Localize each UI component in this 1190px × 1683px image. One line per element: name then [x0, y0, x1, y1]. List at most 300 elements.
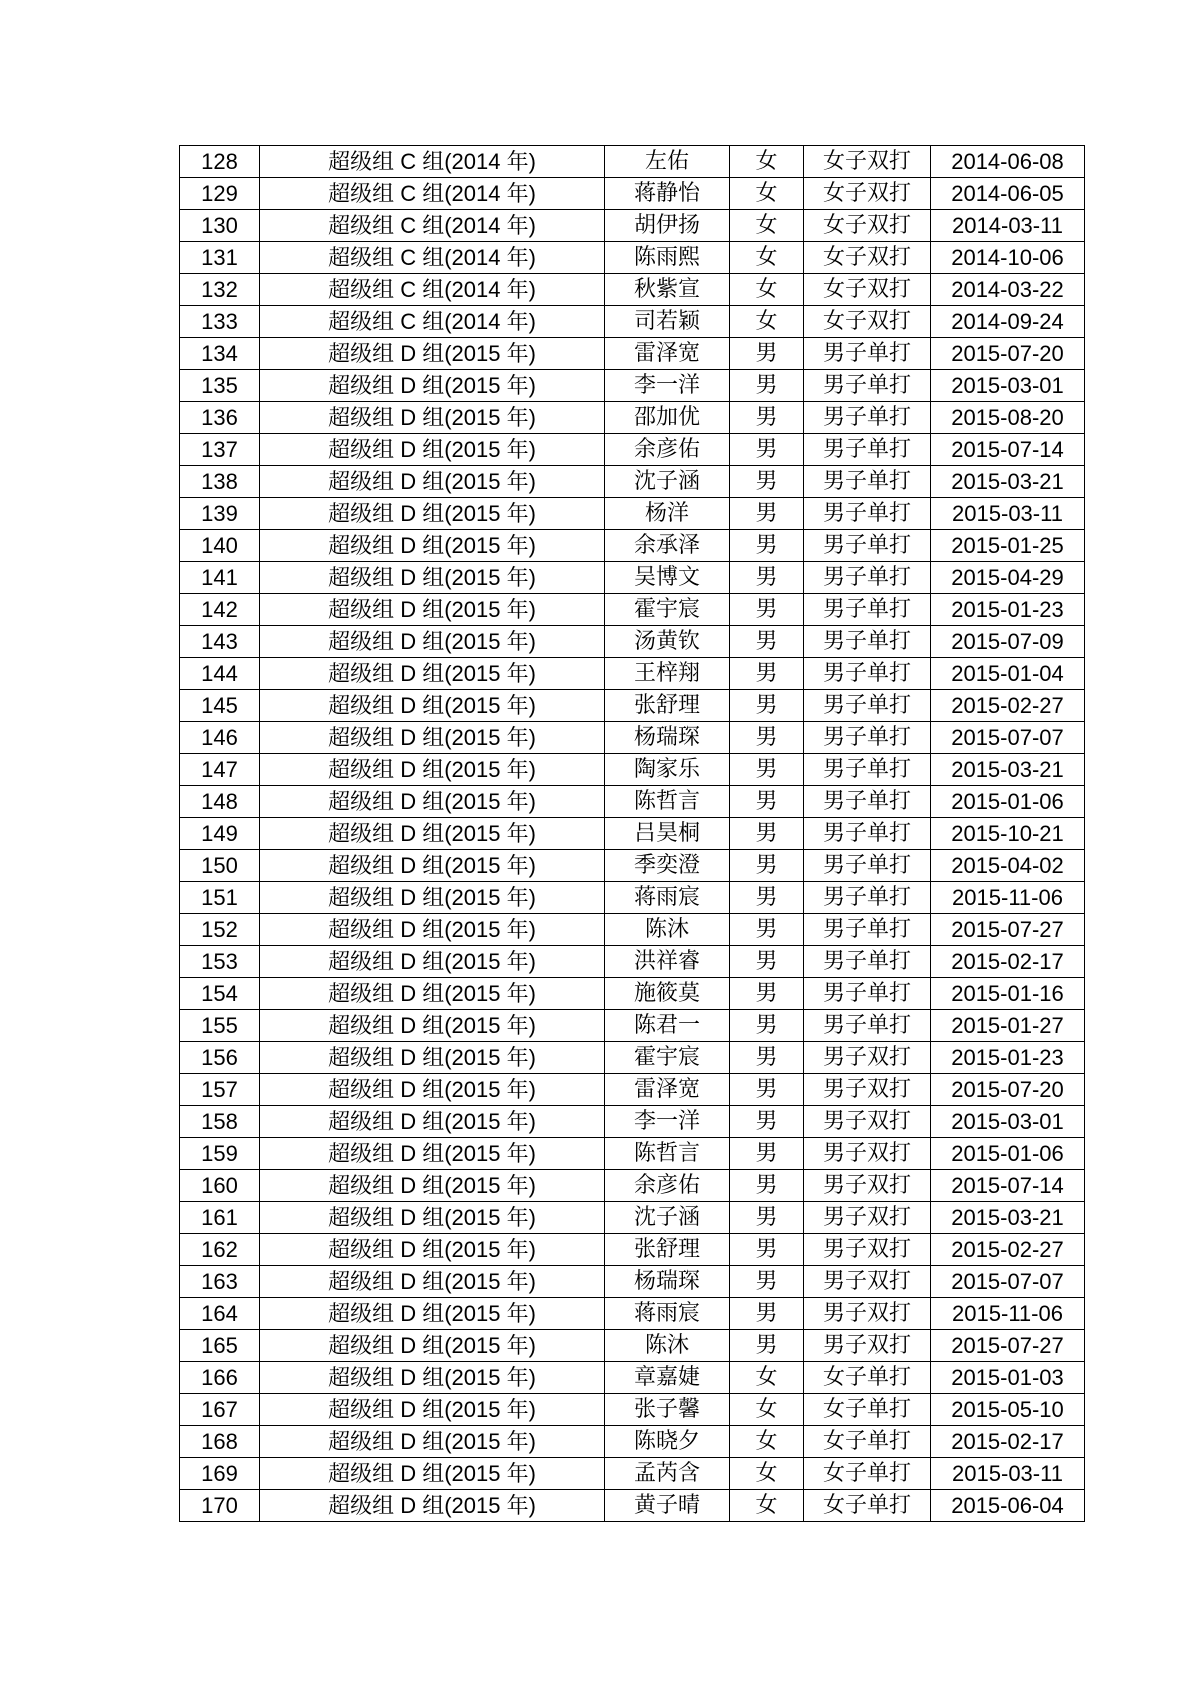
event-cell: 男子双打 [804, 1298, 931, 1330]
group-cell: 超级组 D 组(2015 年) [260, 786, 605, 818]
event-cell: 女子双打 [804, 306, 931, 338]
player-name-cell: 洪祥睿 [605, 946, 730, 978]
birth-date-cell: 2015-01-23 [931, 594, 1085, 626]
gender-cell: 男 [730, 1106, 804, 1138]
gender-cell: 男 [730, 1234, 804, 1266]
row-number-cell: 142 [180, 594, 260, 626]
row-number-cell: 167 [180, 1394, 260, 1426]
group-cell: 超级组 D 组(2015 年) [260, 914, 605, 946]
table-row [180, 178, 1085, 210]
event-cell: 男子单打 [804, 882, 931, 914]
table-row [180, 786, 1085, 818]
row-number-cell: 143 [180, 626, 260, 658]
table-row [180, 498, 1085, 530]
birth-date-cell: 2015-01-06 [931, 1138, 1085, 1170]
player-name-cell: 施筱莫 [605, 978, 730, 1010]
birth-date-cell: 2015-11-06 [931, 1298, 1085, 1330]
group-cell: 超级组 D 组(2015 年) [260, 1458, 605, 1490]
table-row [180, 466, 1085, 498]
group-cell: 超级组 C 组(2014 年) [260, 274, 605, 306]
group-cell: 超级组 D 组(2015 年) [260, 1362, 605, 1394]
birth-date-cell: 2014-10-06 [931, 242, 1085, 274]
event-cell: 女子双打 [804, 242, 931, 274]
event-cell: 男子双打 [804, 1330, 931, 1362]
gender-cell: 男 [730, 466, 804, 498]
player-name-cell: 陈晓夕 [605, 1426, 730, 1458]
birth-date-cell: 2015-01-03 [931, 1362, 1085, 1394]
row-number-cell: 150 [180, 850, 260, 882]
table-row [180, 1330, 1085, 1362]
gender-cell: 男 [730, 498, 804, 530]
event-cell: 男子单打 [804, 530, 931, 562]
event-cell: 男子单打 [804, 402, 931, 434]
birth-date-cell: 2014-06-05 [931, 178, 1085, 210]
birth-date-cell: 2014-09-24 [931, 306, 1085, 338]
row-number-cell: 141 [180, 562, 260, 594]
player-name-cell: 杨瑞琛 [605, 1266, 730, 1298]
event-cell: 男子双打 [804, 1074, 931, 1106]
table-row [180, 754, 1085, 786]
table-row [180, 594, 1085, 626]
player-name-cell: 胡伊扬 [605, 210, 730, 242]
birth-date-cell: 2015-01-04 [931, 658, 1085, 690]
event-cell: 男子双打 [804, 1266, 931, 1298]
row-number-cell: 140 [180, 530, 260, 562]
gender-cell: 女 [730, 1458, 804, 1490]
event-cell: 男子单打 [804, 690, 931, 722]
group-cell: 超级组 D 组(2015 年) [260, 530, 605, 562]
group-cell: 超级组 D 组(2015 年) [260, 498, 605, 530]
group-cell: 超级组 D 组(2015 年) [260, 562, 605, 594]
table-row [180, 338, 1085, 370]
group-cell: 超级组 C 组(2014 年) [260, 178, 605, 210]
player-name-cell: 雷泽宽 [605, 1074, 730, 1106]
birth-date-cell: 2015-11-06 [931, 882, 1085, 914]
group-cell: 超级组 D 组(2015 年) [260, 1426, 605, 1458]
table-row [180, 274, 1085, 306]
birth-date-cell: 2015-03-21 [931, 754, 1085, 786]
player-name-cell: 杨瑞琛 [605, 722, 730, 754]
group-cell: 超级组 C 组(2014 年) [260, 306, 605, 338]
event-cell: 男子单打 [804, 626, 931, 658]
player-name-cell: 秋紫宣 [605, 274, 730, 306]
table-row [180, 1074, 1085, 1106]
group-cell: 超级组 D 组(2015 年) [260, 594, 605, 626]
birth-date-cell: 2015-02-27 [931, 690, 1085, 722]
player-name-cell: 蒋雨宸 [605, 882, 730, 914]
table-row [180, 1490, 1085, 1522]
player-name-cell: 余彦佑 [605, 1170, 730, 1202]
table-row [180, 434, 1085, 466]
birth-date-cell: 2015-03-11 [931, 1458, 1085, 1490]
row-number-cell: 133 [180, 306, 260, 338]
row-number-cell: 157 [180, 1074, 260, 1106]
table-row [180, 850, 1085, 882]
gender-cell: 男 [730, 786, 804, 818]
table-row [180, 658, 1085, 690]
event-cell: 男子单打 [804, 658, 931, 690]
table-row [180, 914, 1085, 946]
player-name-cell: 黄子晴 [605, 1490, 730, 1522]
row-number-cell: 152 [180, 914, 260, 946]
event-cell: 男子单打 [804, 370, 931, 402]
gender-cell: 女 [730, 274, 804, 306]
group-cell: 超级组 D 组(2015 年) [260, 1074, 605, 1106]
birth-date-cell: 2015-07-27 [931, 914, 1085, 946]
gender-cell: 女 [730, 210, 804, 242]
player-name-cell: 陈君一 [605, 1010, 730, 1042]
table-row [180, 1394, 1085, 1426]
gender-cell: 男 [730, 562, 804, 594]
group-cell: 超级组 D 组(2015 年) [260, 690, 605, 722]
player-name-cell: 邵加优 [605, 402, 730, 434]
event-cell: 女子双打 [804, 274, 931, 306]
birth-date-cell: 2015-03-11 [931, 498, 1085, 530]
group-cell: 超级组 D 组(2015 年) [260, 466, 605, 498]
birth-date-cell: 2015-03-21 [931, 466, 1085, 498]
gender-cell: 女 [730, 1394, 804, 1426]
row-number-cell: 154 [180, 978, 260, 1010]
row-number-cell: 128 [180, 146, 260, 178]
birth-date-cell: 2015-01-27 [931, 1010, 1085, 1042]
gender-cell: 女 [730, 178, 804, 210]
table-row [180, 1170, 1085, 1202]
event-cell: 男子双打 [804, 1234, 931, 1266]
birth-date-cell: 2015-06-04 [931, 1490, 1085, 1522]
player-name-cell: 司若颖 [605, 306, 730, 338]
birth-date-cell: 2014-03-22 [931, 274, 1085, 306]
event-cell: 男子双打 [804, 1170, 931, 1202]
group-cell: 超级组 D 组(2015 年) [260, 818, 605, 850]
gender-cell: 男 [730, 882, 804, 914]
row-number-cell: 155 [180, 1010, 260, 1042]
birth-date-cell: 2014-03-11 [931, 210, 1085, 242]
player-name-cell: 王梓翔 [605, 658, 730, 690]
player-name-cell: 张子馨 [605, 1394, 730, 1426]
row-number-cell: 160 [180, 1170, 260, 1202]
row-number-cell: 130 [180, 210, 260, 242]
event-cell: 男子单打 [804, 498, 931, 530]
gender-cell: 男 [730, 1266, 804, 1298]
table-row [180, 306, 1085, 338]
player-name-cell: 杨洋 [605, 498, 730, 530]
birth-date-cell: 2015-03-01 [931, 1106, 1085, 1138]
row-number-cell: 161 [180, 1202, 260, 1234]
event-cell: 男子单打 [804, 754, 931, 786]
gender-cell: 男 [730, 658, 804, 690]
player-name-cell: 陈沐 [605, 914, 730, 946]
player-name-cell: 汤黄钦 [605, 626, 730, 658]
player-name-cell: 余彦佑 [605, 434, 730, 466]
row-number-cell: 159 [180, 1138, 260, 1170]
group-cell: 超级组 D 组(2015 年) [260, 1202, 605, 1234]
birth-date-cell: 2015-10-21 [931, 818, 1085, 850]
group-cell: 超级组 D 组(2015 年) [260, 754, 605, 786]
event-cell: 男子单打 [804, 562, 931, 594]
table-row [180, 882, 1085, 914]
group-cell: 超级组 D 组(2015 年) [260, 434, 605, 466]
birth-date-cell: 2015-02-17 [931, 1426, 1085, 1458]
gender-cell: 男 [730, 914, 804, 946]
table-row [180, 1298, 1085, 1330]
row-number-cell: 129 [180, 178, 260, 210]
row-number-cell: 131 [180, 242, 260, 274]
event-cell: 男子单打 [804, 594, 931, 626]
player-name-cell: 章嘉婕 [605, 1362, 730, 1394]
group-cell: 超级组 D 组(2015 年) [260, 1106, 605, 1138]
birth-date-cell: 2015-03-01 [931, 370, 1085, 402]
event-cell: 男子双打 [804, 1042, 931, 1074]
table-row [180, 1426, 1085, 1458]
player-name-cell: 沈子涵 [605, 466, 730, 498]
table-row [180, 146, 1085, 178]
row-number-cell: 147 [180, 754, 260, 786]
player-name-cell: 季奕澄 [605, 850, 730, 882]
group-cell: 超级组 D 组(2015 年) [260, 850, 605, 882]
player-name-cell: 沈子涵 [605, 1202, 730, 1234]
gender-cell: 男 [730, 1298, 804, 1330]
table-row [180, 530, 1085, 562]
player-name-cell: 陈雨熙 [605, 242, 730, 274]
table-row [180, 1106, 1085, 1138]
event-cell: 男子双打 [804, 1106, 931, 1138]
player-name-cell: 陈沐 [605, 1330, 730, 1362]
event-cell: 男子单打 [804, 722, 931, 754]
event-cell: 男子单打 [804, 818, 931, 850]
group-cell: 超级组 D 组(2015 年) [260, 626, 605, 658]
row-number-cell: 138 [180, 466, 260, 498]
birth-date-cell: 2015-02-17 [931, 946, 1085, 978]
group-cell: 超级组 D 组(2015 年) [260, 1170, 605, 1202]
row-number-cell: 163 [180, 1266, 260, 1298]
group-cell: 超级组 D 组(2015 年) [260, 658, 605, 690]
group-cell: 超级组 D 组(2015 年) [260, 402, 605, 434]
gender-cell: 男 [730, 530, 804, 562]
table-row [180, 1042, 1085, 1074]
player-name-cell: 左佑 [605, 146, 730, 178]
row-number-cell: 146 [180, 722, 260, 754]
row-number-cell: 134 [180, 338, 260, 370]
table-row [180, 946, 1085, 978]
row-number-cell: 139 [180, 498, 260, 530]
table-body [180, 146, 1085, 1522]
group-cell: 超级组 C 组(2014 年) [260, 210, 605, 242]
player-name-cell: 吕昊桐 [605, 818, 730, 850]
player-name-cell: 蒋雨宸 [605, 1298, 730, 1330]
player-name-cell: 余承泽 [605, 530, 730, 562]
event-cell: 女子双打 [804, 146, 931, 178]
gender-cell: 男 [730, 434, 804, 466]
gender-cell: 男 [730, 1074, 804, 1106]
group-cell: 超级组 D 组(2015 年) [260, 946, 605, 978]
row-number-cell: 136 [180, 402, 260, 434]
group-cell: 超级组 D 组(2015 年) [260, 978, 605, 1010]
row-number-cell: 158 [180, 1106, 260, 1138]
birth-date-cell: 2014-06-08 [931, 146, 1085, 178]
table-row [180, 1202, 1085, 1234]
player-name-cell: 陶家乐 [605, 754, 730, 786]
row-number-cell: 144 [180, 658, 260, 690]
group-cell: 超级组 D 组(2015 年) [260, 1490, 605, 1522]
table-row [180, 402, 1085, 434]
birth-date-cell: 2015-02-27 [931, 1234, 1085, 1266]
gender-cell: 男 [730, 1202, 804, 1234]
group-cell: 超级组 D 组(2015 年) [260, 1394, 605, 1426]
birth-date-cell: 2015-07-07 [931, 722, 1085, 754]
player-name-cell: 雷泽宽 [605, 338, 730, 370]
gender-cell: 男 [730, 946, 804, 978]
event-cell: 男子单打 [804, 946, 931, 978]
birth-date-cell: 2015-05-10 [931, 1394, 1085, 1426]
birth-date-cell: 2015-07-20 [931, 338, 1085, 370]
gender-cell: 男 [730, 402, 804, 434]
row-number-cell: 135 [180, 370, 260, 402]
event-cell: 女子单打 [804, 1458, 931, 1490]
event-cell: 男子单打 [804, 850, 931, 882]
gender-cell: 女 [730, 1426, 804, 1458]
birth-date-cell: 2015-04-02 [931, 850, 1085, 882]
event-cell: 女子单打 [804, 1362, 931, 1394]
birth-date-cell: 2015-03-21 [931, 1202, 1085, 1234]
gender-cell: 男 [730, 690, 804, 722]
row-number-cell: 168 [180, 1426, 260, 1458]
gender-cell: 男 [730, 1042, 804, 1074]
birth-date-cell: 2015-01-23 [931, 1042, 1085, 1074]
table-row [180, 370, 1085, 402]
gender-cell: 男 [730, 1138, 804, 1170]
player-name-cell: 吴博文 [605, 562, 730, 594]
birth-date-cell: 2015-07-09 [931, 626, 1085, 658]
group-cell: 超级组 D 组(2015 年) [260, 338, 605, 370]
event-cell: 男子单打 [804, 1010, 931, 1042]
row-number-cell: 170 [180, 1490, 260, 1522]
table-row [180, 626, 1085, 658]
row-number-cell: 145 [180, 690, 260, 722]
table-row [180, 818, 1085, 850]
event-cell: 男子双打 [804, 1138, 931, 1170]
player-name-cell: 张舒理 [605, 1234, 730, 1266]
event-cell: 女子单打 [804, 1426, 931, 1458]
group-cell: 超级组 D 组(2015 年) [260, 1042, 605, 1074]
birth-date-cell: 2015-04-29 [931, 562, 1085, 594]
birth-date-cell: 2015-01-06 [931, 786, 1085, 818]
gender-cell: 女 [730, 306, 804, 338]
table-row [180, 1362, 1085, 1394]
event-cell: 男子单打 [804, 434, 931, 466]
gender-cell: 男 [730, 370, 804, 402]
birth-date-cell: 2015-01-16 [931, 978, 1085, 1010]
gender-cell: 男 [730, 818, 804, 850]
player-name-cell: 霍宇宸 [605, 594, 730, 626]
group-cell: 超级组 D 组(2015 年) [260, 1266, 605, 1298]
gender-cell: 男 [730, 978, 804, 1010]
table-row [180, 210, 1085, 242]
event-cell: 女子单打 [804, 1394, 931, 1426]
gender-cell: 男 [730, 594, 804, 626]
event-cell: 男子单打 [804, 338, 931, 370]
event-cell: 女子单打 [804, 1490, 931, 1522]
group-cell: 超级组 C 组(2014 年) [260, 146, 605, 178]
player-name-cell: 蒋静怡 [605, 178, 730, 210]
table-row [180, 562, 1085, 594]
gender-cell: 男 [730, 1330, 804, 1362]
row-number-cell: 151 [180, 882, 260, 914]
gender-cell: 男 [730, 1170, 804, 1202]
event-cell: 男子单打 [804, 978, 931, 1010]
table-row [180, 1138, 1085, 1170]
row-number-cell: 148 [180, 786, 260, 818]
table-row [180, 1458, 1085, 1490]
birth-date-cell: 2015-07-07 [931, 1266, 1085, 1298]
table-row [180, 690, 1085, 722]
event-cell: 男子双打 [804, 1202, 931, 1234]
row-number-cell: 149 [180, 818, 260, 850]
event-cell: 男子单打 [804, 466, 931, 498]
row-number-cell: 165 [180, 1330, 260, 1362]
gender-cell: 女 [730, 242, 804, 274]
table-row [180, 978, 1085, 1010]
player-name-cell: 李一洋 [605, 1106, 730, 1138]
event-cell: 男子单打 [804, 786, 931, 818]
birth-date-cell: 2015-07-14 [931, 1170, 1085, 1202]
row-number-cell: 153 [180, 946, 260, 978]
row-number-cell: 137 [180, 434, 260, 466]
group-cell: 超级组 D 组(2015 年) [260, 882, 605, 914]
gender-cell: 女 [730, 146, 804, 178]
group-cell: 超级组 D 组(2015 年) [260, 1010, 605, 1042]
gender-cell: 男 [730, 338, 804, 370]
event-cell: 女子双打 [804, 178, 931, 210]
row-number-cell: 169 [180, 1458, 260, 1490]
player-name-cell: 李一洋 [605, 370, 730, 402]
player-name-cell: 张舒理 [605, 690, 730, 722]
group-cell: 超级组 D 组(2015 年) [260, 1234, 605, 1266]
gender-cell: 男 [730, 754, 804, 786]
group-cell: 超级组 C 组(2014 年) [260, 242, 605, 274]
gender-cell: 女 [730, 1362, 804, 1394]
birth-date-cell: 2015-07-27 [931, 1330, 1085, 1362]
birth-date-cell: 2015-07-14 [931, 434, 1085, 466]
group-cell: 超级组 D 组(2015 年) [260, 370, 605, 402]
group-cell: 超级组 D 组(2015 年) [260, 1138, 605, 1170]
player-name-cell: 陈哲言 [605, 1138, 730, 1170]
row-number-cell: 166 [180, 1362, 260, 1394]
table-row [180, 722, 1085, 754]
player-name-cell: 霍宇宸 [605, 1042, 730, 1074]
gender-cell: 男 [730, 626, 804, 658]
table-row [180, 1234, 1085, 1266]
player-name-cell: 陈哲言 [605, 786, 730, 818]
registration-table [179, 145, 1085, 1522]
event-cell: 女子双打 [804, 210, 931, 242]
row-number-cell: 164 [180, 1298, 260, 1330]
table-row [180, 242, 1085, 274]
player-name-cell: 孟芮含 [605, 1458, 730, 1490]
row-number-cell: 162 [180, 1234, 260, 1266]
gender-cell: 男 [730, 850, 804, 882]
birth-date-cell: 2015-08-20 [931, 402, 1085, 434]
gender-cell: 男 [730, 722, 804, 754]
group-cell: 超级组 D 组(2015 年) [260, 1298, 605, 1330]
row-number-cell: 132 [180, 274, 260, 306]
table-row [180, 1010, 1085, 1042]
birth-date-cell: 2015-01-25 [931, 530, 1085, 562]
event-cell: 男子单打 [804, 914, 931, 946]
table-row [180, 1266, 1085, 1298]
gender-cell: 女 [730, 1490, 804, 1522]
birth-date-cell: 2015-07-20 [931, 1074, 1085, 1106]
group-cell: 超级组 D 组(2015 年) [260, 722, 605, 754]
